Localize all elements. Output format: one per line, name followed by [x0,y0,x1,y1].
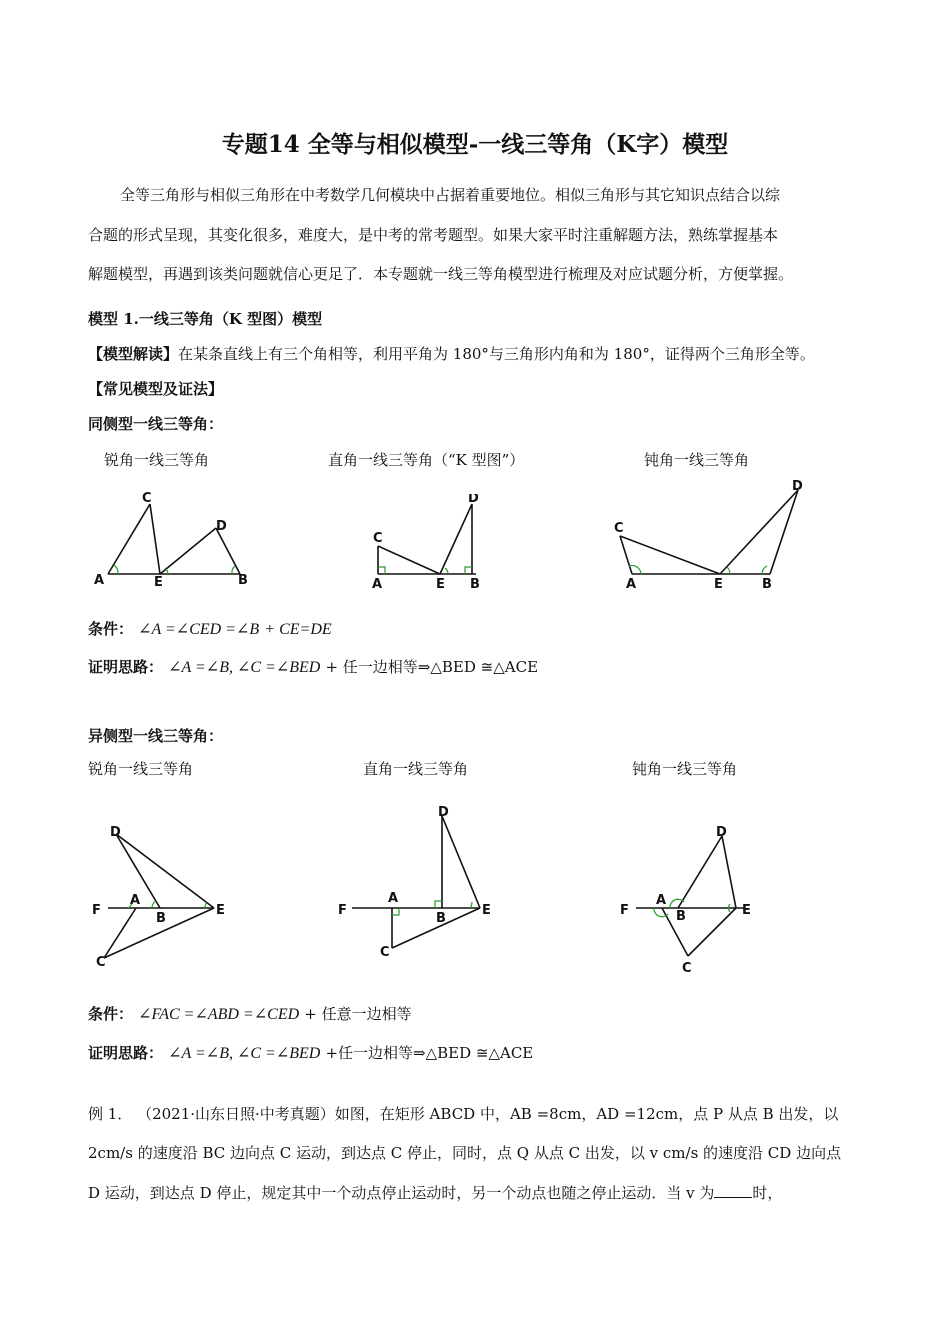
figure-obtuse-same-side [610,476,810,592]
label-B: B [238,573,248,588]
proof-1-math: ∠A =∠B, ∠C =∠BED [168,659,321,676]
proof-2-suffix: +任一边相等⇒△BED ≅△ACE [325,1044,534,1062]
proof-1 [88,656,538,677]
label-C: C [682,961,692,976]
label-B: B [762,577,772,592]
label-A: A [626,577,637,592]
condition-1 [88,618,332,639]
figure-right-opposite-side [336,802,506,962]
model1-heading: 模型 1.一线三等角（K 型图）模型 [88,310,323,328]
label-D: D [792,479,803,494]
proof-1-label: 证明思路： [88,658,164,676]
label-B: B [676,909,686,924]
label-C: C [96,955,106,970]
label-E: E [216,903,225,918]
model-reading-label: 【模型解读】 [88,345,179,363]
example-line-3-text: D 运动，到达点 D 停止，规定其中一个动点停止运动时，另一个动点也随之停止运动．当 v 为 [88,1184,715,1202]
label-E: E [482,903,491,918]
label-A: A [130,893,141,908]
proof-1-suffix: + 任一边相等⇒△BED ≅△ACE [325,658,539,676]
figure-obtuse-opposite-side [618,820,768,980]
model-reading-text: 在某条直线上有三个角相等，利用平角为 180°与三角形内角和为 180°，证得两个三角形全等。 [178,345,815,363]
figure-right-same-side [366,494,496,594]
figure-acute-same-side [88,488,268,592]
caption-obtuse-opposite: 钝角一线三等角 [632,760,738,778]
same-side-heading: 同侧型一线三等角： [88,415,224,433]
figure-acute-opposite-side [88,820,238,970]
label-A: A [372,577,383,592]
intro-line-1: 全等三角形与相似三角形在中考数学几何模块中占据着重要地位。相似三角形与其它知识点结合以综 [120,186,781,204]
caption-right-same: 直角一线三等角（“K 型图”） [328,451,525,469]
intro-line-3: 解题模型，再遇到该类问题就信心更足了．本专题就一线三等角模型进行梳理及对应试题分析，方便掌握。 [88,265,794,283]
label-B: B [470,577,480,592]
model-reading [88,343,815,364]
condition-2-math: ∠FAC =∠ABD =∠CED [138,1006,300,1023]
label-E: E [742,903,751,918]
condition-1-label: 条件： [88,620,134,638]
caption-right-opposite: 直角一线三等角 [363,760,469,778]
label-C: C [614,521,624,536]
label-D: D [438,805,449,820]
caption-obtuse-same: 钝角一线三等角 [644,451,750,469]
label-C: C [142,491,152,506]
condition-1-math: ∠A =∠CED =∠B [138,621,260,638]
example-line-2: 2cm/s 的速度沿 BC 边向点 C 运动，到达点 C 停止，同时，点 Q 从点 C 出发，以 v cm/s 的速度沿 CD 边向点 [88,1144,842,1162]
label-F: F [92,903,101,918]
label-A: A [656,893,667,908]
example-line-3 [88,1182,782,1203]
condition-1-suffix: + CE=DE [264,621,332,638]
label-A: A [388,891,399,906]
proof-2 [88,1042,533,1063]
opposite-side-heading: 异侧型一线三等角： [88,727,224,745]
label-C: C [380,945,390,960]
label-E: E [154,575,163,590]
label-D: D [110,825,121,840]
page-title: 专题14 全等与相似模型-一线三等角（K字）模型 [221,131,729,158]
label-D: D [468,494,479,506]
label-D: D [716,825,727,840]
condition-2-label: 条件： [88,1005,134,1023]
caption-acute-opposite: 锐角一线三等角 [88,760,194,778]
proof-2-label: 证明思路： [88,1044,164,1062]
caption-acute-same: 锐角一线三等角 [104,451,210,469]
label-B: B [156,911,166,926]
condition-2-suffix: + 任意一边相等 [304,1005,412,1023]
label-E: E [714,577,723,592]
label-B: B [436,911,446,926]
label-F: F [620,903,629,918]
label-C: C [373,531,383,546]
example-line-1: 例 1． （2021·山东日照·中考真题）如图，在矩形 ABCD 中，AB =8cm，AD =12cm，点 P 从点 B 出发，以 [88,1105,839,1123]
label-E: E [436,577,445,592]
label-F: F [338,903,347,918]
example-line-3-end: 时， [752,1184,783,1202]
proof-2-math: ∠A =∠B, ∠C =∠BED [168,1045,321,1062]
common-models-label: 【常见模型及证法】 [88,380,224,398]
label-D: D [216,519,227,534]
label-A: A [94,573,105,588]
condition-2 [88,1003,412,1024]
answer-blank [714,1183,752,1198]
intro-line-2: 合题的形式呈现，其变化很多，难度大，是中考的常考题型。如果大家平时注重解题方法，熟练掌握基本 [88,226,779,244]
